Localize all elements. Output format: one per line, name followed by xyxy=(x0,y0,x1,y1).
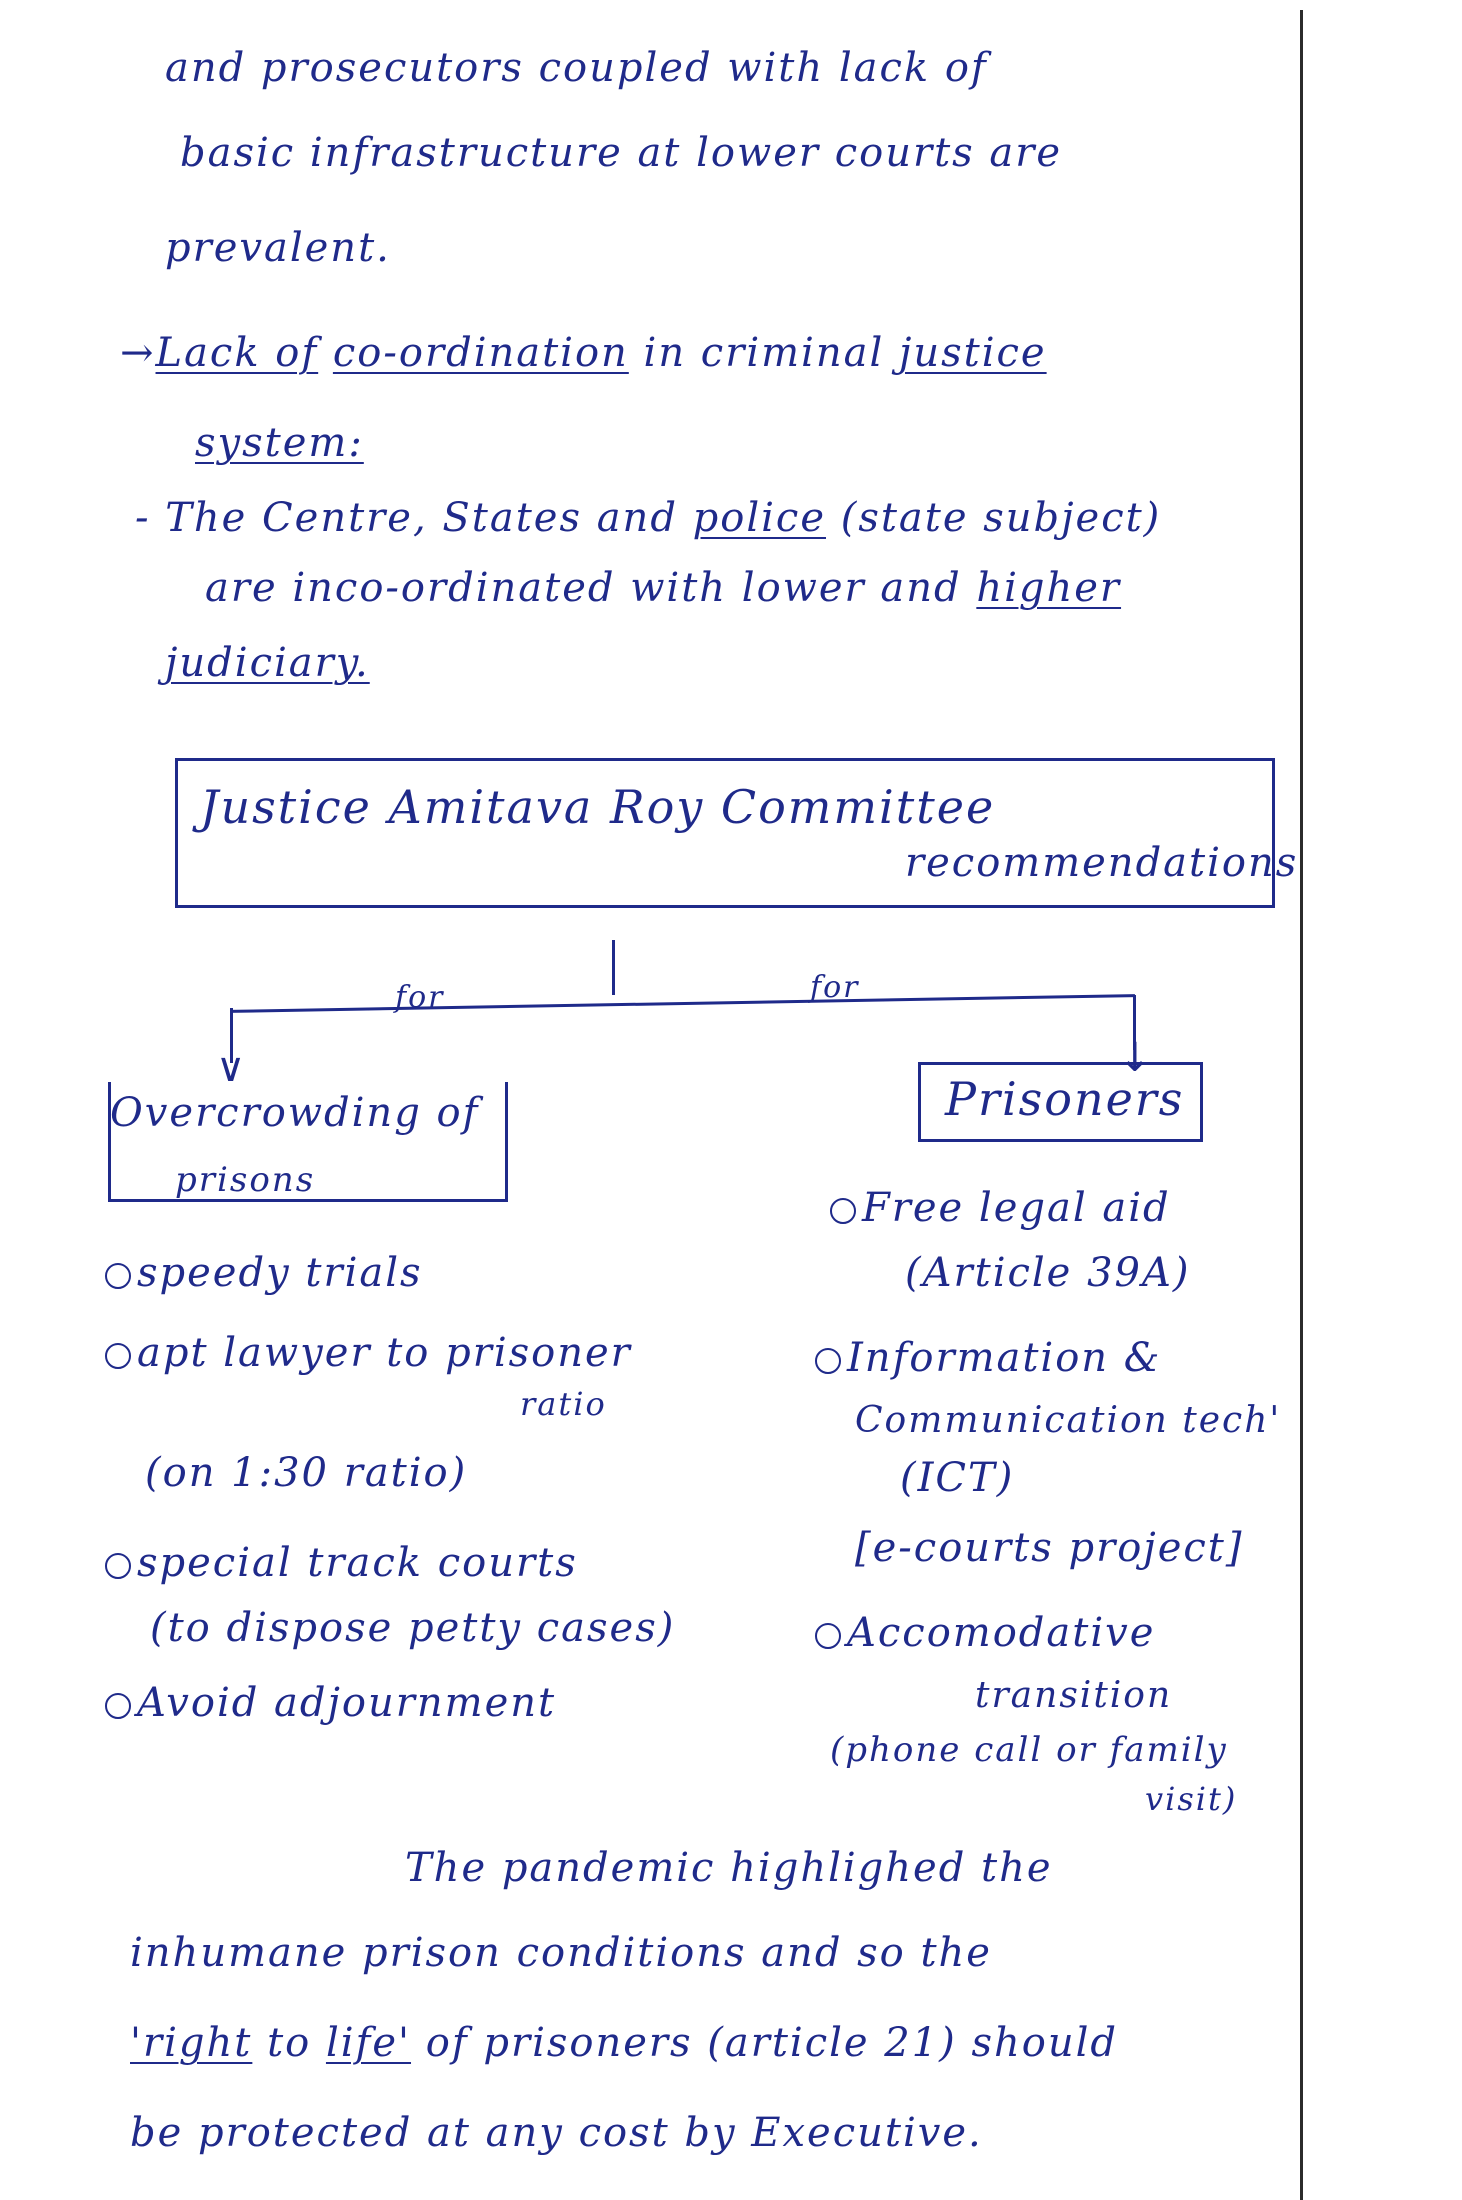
text-span: in criminal xyxy=(643,330,885,376)
bullet-icon xyxy=(815,1348,841,1374)
conclusion-line: be protected at any cost by Executive. xyxy=(130,2110,983,2156)
list-item xyxy=(105,1540,578,1586)
bullet-icon xyxy=(105,1343,131,1369)
list-item xyxy=(830,1185,1171,1231)
arrow-down-icon: ↓ xyxy=(1118,1035,1152,1081)
text-line: prevalent. xyxy=(165,225,391,271)
list-item-text: special track courts xyxy=(137,1540,578,1586)
arrow-down-icon: ∨ xyxy=(216,1045,246,1091)
committee-subtitle: recommendations xyxy=(905,840,1299,886)
committee-title: Justice Amitava Roy Committee xyxy=(200,780,996,834)
text-span: co-ordination xyxy=(332,330,629,376)
list-item-text: [e-courts project] xyxy=(855,1525,1244,1571)
text-span: of prisoners (article 21) should xyxy=(425,2020,1119,2066)
text-span: Lack of xyxy=(155,330,319,376)
list-item-text: speedy trials xyxy=(137,1250,423,1296)
branch-label: for xyxy=(395,980,445,1015)
conclusion-line: inhumane prison conditions and so the xyxy=(130,1930,992,1976)
list-item-text: (on 1:30 ratio) xyxy=(145,1450,468,1496)
text-span: life' xyxy=(325,2020,412,2066)
list-item-text: transition xyxy=(975,1675,1173,1716)
list-item-text: (phone call or family xyxy=(830,1730,1228,1770)
overcrowding-heading: Overcrowding of xyxy=(110,1090,480,1136)
text-span: (state subject) xyxy=(840,495,1162,541)
list-item-text: apt lawyer to prisoner xyxy=(137,1330,632,1376)
list-item-text: ratio xyxy=(520,1385,607,1423)
list-item-text: Free legal aid xyxy=(862,1185,1171,1231)
text-span: to xyxy=(267,2020,312,2066)
list-item-text: Accomodative xyxy=(847,1610,1156,1656)
text-span: - The Centre, States and xyxy=(135,495,678,541)
overcrowding-heading: prisons xyxy=(175,1160,316,1200)
conclusion-line xyxy=(130,2020,1118,2066)
text-line xyxy=(135,495,1161,541)
text-span: higher xyxy=(976,565,1122,611)
prisoners-heading: Prisoners xyxy=(945,1072,1185,1126)
list-item-text: (to dispose petty cases) xyxy=(150,1605,676,1651)
conclusion-line: The pandemic highlighed the xyxy=(405,1845,1053,1891)
list-item xyxy=(815,1610,1155,1656)
bullet-icon xyxy=(815,1623,841,1649)
bullet-icon xyxy=(830,1198,856,1224)
list-item xyxy=(815,1335,1161,1381)
list-item-text: Information & xyxy=(847,1335,1162,1381)
heading-line: system: xyxy=(195,420,364,466)
heading-line xyxy=(120,330,1047,376)
text-span: police xyxy=(692,495,826,541)
text-line: and prosecutors coupled with lack of xyxy=(165,45,988,91)
list-item xyxy=(105,1680,556,1726)
page-edge xyxy=(1300,10,1303,2200)
list-item xyxy=(105,1250,423,1296)
list-item-text: (Article 39A) xyxy=(905,1250,1191,1296)
list-item-text: (ICT) xyxy=(900,1455,1015,1501)
arrow-icon: → xyxy=(120,330,156,376)
list-item-text: Avoid adjournment xyxy=(137,1680,557,1726)
bullet-icon xyxy=(105,1263,131,1289)
branch-label: for xyxy=(810,970,860,1005)
list-item-text: Communication tech' xyxy=(855,1400,1282,1441)
text-line: judiciary. xyxy=(165,640,370,686)
bullet-icon xyxy=(105,1693,131,1719)
text-span: 'right xyxy=(130,2020,253,2066)
text-line: basic infrastructure at lower courts are xyxy=(180,130,1063,176)
text-span: justice xyxy=(898,330,1047,376)
connector-line xyxy=(612,940,615,995)
list-item xyxy=(105,1330,632,1376)
text-span: are inco-ordinated with lower and xyxy=(205,565,962,611)
connector-line xyxy=(230,994,1135,1013)
list-item-text: visit) xyxy=(1145,1780,1238,1818)
bullet-icon xyxy=(105,1553,131,1579)
text-line xyxy=(205,565,1121,611)
